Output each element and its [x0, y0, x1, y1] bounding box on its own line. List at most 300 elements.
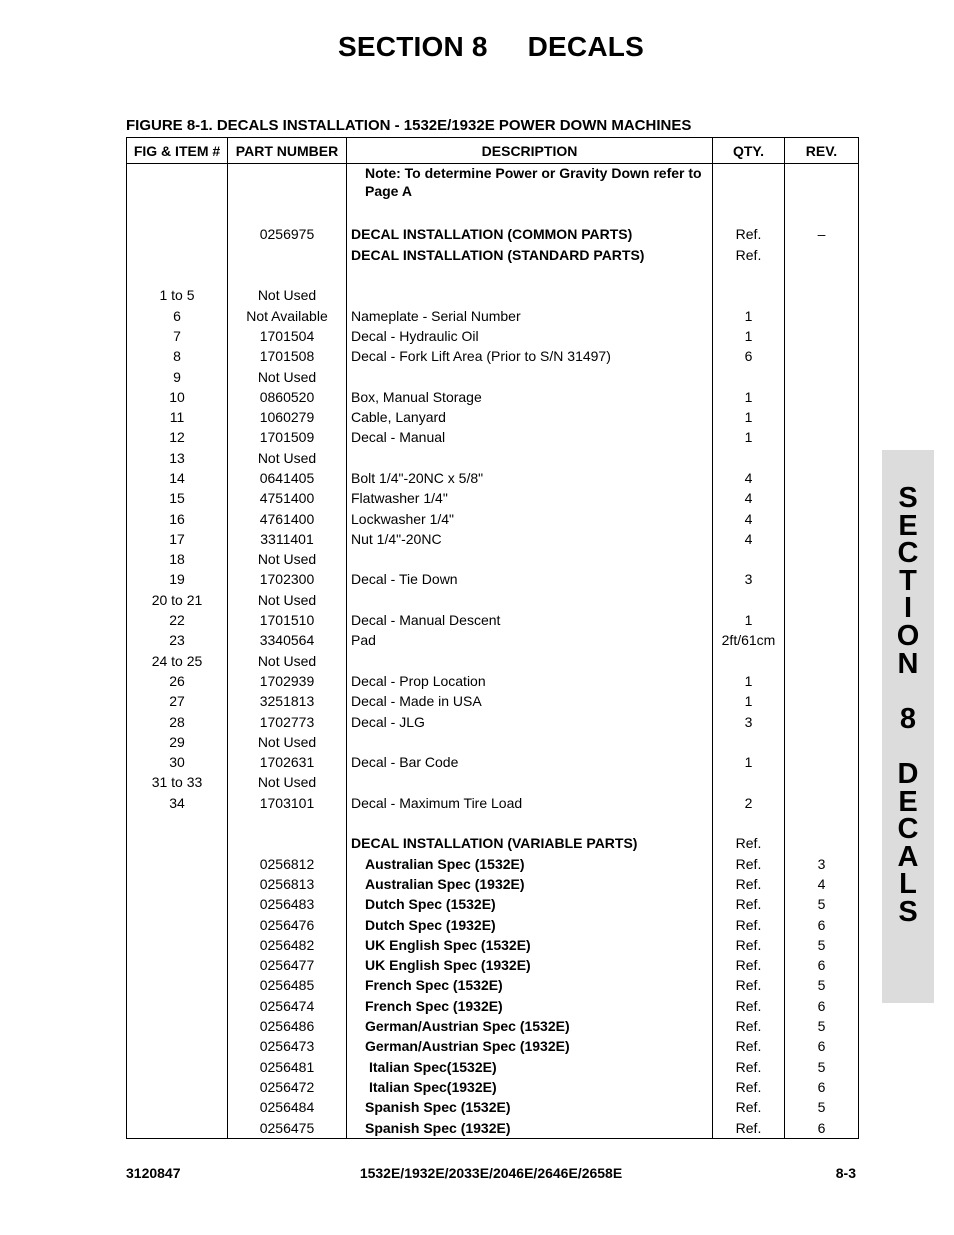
table-row: [127, 975, 859, 995]
footer-page-number: 8-3: [835, 1165, 856, 1181]
side-tab-letter: A: [897, 840, 919, 873]
fig-cell: [127, 874, 228, 894]
rev-cell: [785, 164, 859, 205]
part-number-cell: 0256476: [228, 914, 347, 934]
qty-cell: 4: [713, 529, 785, 549]
qty-cell: [713, 772, 785, 792]
qty-cell: 4: [713, 468, 785, 488]
description-cell: Decal - Bar Code: [347, 752, 713, 772]
rev-cell: [785, 813, 859, 833]
fig-cell: [127, 1036, 228, 1056]
fig-cell: 34: [127, 793, 228, 813]
fig-cell: 16: [127, 508, 228, 528]
part-number-cell: [228, 813, 347, 833]
fig-cell: 17: [127, 529, 228, 549]
fig-cell: 30: [127, 752, 228, 772]
description-cell: Decal - Made in USA: [347, 691, 713, 711]
description-cell: UK English Spec (1532E): [347, 935, 713, 955]
qty-cell: [713, 204, 785, 224]
description-cell: Australian Spec (1932E): [347, 874, 713, 894]
footer-models: 1532E/1932E/2033E/2046E/2646E/2658E: [359, 1165, 623, 1181]
qty-cell: 1: [713, 387, 785, 407]
rev-cell: [785, 407, 859, 427]
part-number-cell: 3251813: [228, 691, 347, 711]
section-label: SECTION 8: [338, 31, 488, 62]
qty-cell: [713, 590, 785, 610]
rev-cell: [785, 265, 859, 285]
qty-cell: Ref.: [713, 894, 785, 914]
rev-cell: 5: [785, 935, 859, 955]
description-cell: Nut 1/4"-20NC: [347, 529, 713, 549]
table-row: [127, 772, 859, 792]
part-number-cell: 1702300: [228, 569, 347, 589]
fig-cell: [127, 245, 228, 265]
table-row: [127, 590, 859, 610]
qty-cell: Ref.: [713, 975, 785, 995]
rev-cell: [785, 529, 859, 549]
description-cell: German/Austrian Spec (1932E): [347, 1036, 713, 1056]
rev-cell: [785, 752, 859, 772]
description-cell: Australian Spec (1532E): [347, 854, 713, 874]
description-cell: Italian Spec(1932E): [347, 1077, 713, 1097]
fig-cell: [127, 833, 228, 853]
table-row: [127, 387, 859, 407]
table-row: [127, 610, 859, 630]
fig-cell: 29: [127, 732, 228, 752]
rev-cell: [785, 448, 859, 468]
description-cell: DECAL INSTALLATION (COMMON PARTS): [347, 224, 713, 244]
part-number-cell: 1702631: [228, 752, 347, 772]
part-number-cell: Not Used: [228, 651, 347, 671]
description-cell: Bolt 1/4"-20NC x 5/8": [347, 468, 713, 488]
fig-cell: [127, 1077, 228, 1097]
table-row: [127, 711, 859, 731]
fig-cell: 28: [127, 711, 228, 731]
description-cell: DECAL INSTALLATION (VARIABLE PARTS): [347, 833, 713, 853]
fig-cell: [127, 914, 228, 934]
rev-cell: 6: [785, 996, 859, 1016]
table-row: [127, 488, 859, 508]
table-row: [127, 630, 859, 650]
rev-cell: [785, 305, 859, 325]
description-cell: Box, Manual Storage: [347, 387, 713, 407]
part-number-cell: 1702939: [228, 671, 347, 691]
qty-cell: Ref.: [713, 874, 785, 894]
qty-cell: Ref.: [713, 833, 785, 853]
rev-cell: [785, 732, 859, 752]
description-cell: Spanish Spec (1932E): [347, 1117, 713, 1138]
side-tab-letter: C: [897, 813, 919, 846]
part-number-cell: 1701510: [228, 610, 347, 630]
table-row: [127, 305, 859, 325]
table-row: [127, 752, 859, 772]
side-tab-letter: C: [897, 537, 919, 570]
fig-cell: [127, 996, 228, 1016]
qty-cell: Ref.: [713, 955, 785, 975]
side-tab-letter: S: [898, 482, 918, 514]
qty-cell: [713, 164, 785, 205]
rev-cell: [785, 711, 859, 731]
qty-cell: [713, 448, 785, 468]
fig-cell: [127, 813, 228, 833]
col-header-rev: REV.: [785, 138, 859, 164]
table-row: [127, 529, 859, 549]
description-cell: Decal - Fork Lift Area (Prior to S/N 31497): [347, 346, 713, 366]
description-cell: Cable, Lanyard: [347, 407, 713, 427]
fig-cell: 19: [127, 569, 228, 589]
part-number-cell: 3340564: [228, 630, 347, 650]
rev-cell: [785, 549, 859, 569]
side-tab-letter: N: [897, 647, 919, 680]
col-header-fig: FIG & ITEM #: [127, 138, 228, 164]
description-cell: [347, 590, 713, 610]
qty-cell: [713, 651, 785, 671]
fig-cell: 6: [127, 305, 228, 325]
part-number-cell: 0860520: [228, 387, 347, 407]
qty-cell: 3: [713, 569, 785, 589]
part-number-cell: [228, 265, 347, 285]
description-cell: Decal - Prop Location: [347, 671, 713, 691]
description-cell: [347, 448, 713, 468]
qty-cell: 1: [713, 610, 785, 630]
fig-cell: [127, 224, 228, 244]
rev-cell: [785, 671, 859, 691]
qty-cell: Ref.: [713, 245, 785, 265]
part-number-cell: 0256975: [228, 224, 347, 244]
fig-cell: 15: [127, 488, 228, 508]
side-tab-letters: [882, 482, 934, 928]
qty-cell: [713, 813, 785, 833]
part-number-cell: 0256472: [228, 1077, 347, 1097]
table-row: [127, 1097, 859, 1117]
fig-cell: [127, 265, 228, 285]
rev-cell: [785, 488, 859, 508]
qty-cell: Ref.: [713, 1036, 785, 1056]
fig-cell: [127, 854, 228, 874]
description-cell: Dutch Spec (1532E): [347, 894, 713, 914]
rev-cell: 6: [785, 1077, 859, 1097]
rev-cell: [785, 610, 859, 630]
table-row: [127, 671, 859, 691]
table-row: [127, 996, 859, 1016]
description-cell: Italian Spec(1532E): [347, 1056, 713, 1076]
rev-cell: [785, 590, 859, 610]
fig-cell: 1 to 5: [127, 285, 228, 305]
description-cell: Pad: [347, 630, 713, 650]
qty-cell: [713, 265, 785, 285]
table-row: [127, 224, 859, 244]
part-number-cell: 0256481: [228, 1056, 347, 1076]
table-header-row: [127, 138, 859, 164]
table-row: [127, 874, 859, 894]
fig-cell: [127, 164, 228, 205]
side-tab-letter: L: [899, 868, 917, 901]
description-cell: French Spec (1532E): [347, 975, 713, 995]
description-cell: Decal - Tie Down: [347, 569, 713, 589]
col-header-part: PART NUMBER: [228, 138, 347, 164]
qty-cell: 1: [713, 671, 785, 691]
qty-cell: Ref.: [713, 1117, 785, 1138]
rev-cell: [785, 204, 859, 224]
part-number-cell: Not Used: [228, 448, 347, 468]
table-row: [127, 691, 859, 711]
qty-cell: Ref.: [713, 914, 785, 934]
rev-cell: [785, 285, 859, 305]
rev-cell: 5: [785, 1097, 859, 1117]
table-row: [127, 468, 859, 488]
qty-cell: 1: [713, 691, 785, 711]
rev-cell: [785, 772, 859, 792]
description-cell: Nameplate - Serial Number: [347, 305, 713, 325]
part-number-cell: 0256477: [228, 955, 347, 975]
qty-cell: Ref.: [713, 996, 785, 1016]
table-row: [127, 914, 859, 934]
part-number-cell: Not Used: [228, 549, 347, 569]
fig-cell: [127, 894, 228, 914]
part-number-cell: Not Used: [228, 285, 347, 305]
fig-cell: 26: [127, 671, 228, 691]
qty-cell: Ref.: [713, 1077, 785, 1097]
fig-cell: [127, 1016, 228, 1036]
qty-cell: Ref.: [713, 224, 785, 244]
rev-cell: –: [785, 224, 859, 244]
rev-cell: 5: [785, 1016, 859, 1036]
qty-cell: 2ft/61cm: [713, 630, 785, 650]
part-number-cell: Not Used: [228, 590, 347, 610]
description-cell: DECAL INSTALLATION (STANDARD PARTS): [347, 245, 713, 265]
table-row: [127, 854, 859, 874]
figure-title: FIGURE 8-1. DECALS INSTALLATION - 1532E/1932E POWER DOWN MACHINES: [126, 117, 692, 134]
rev-cell: [785, 326, 859, 346]
fig-cell: 10: [127, 387, 228, 407]
fig-cell: 24 to 25: [127, 651, 228, 671]
part-number-cell: 1701508: [228, 346, 347, 366]
description-cell: German/Austrian Spec (1532E): [347, 1016, 713, 1036]
table-row: [127, 1016, 859, 1036]
qty-cell: Ref.: [713, 935, 785, 955]
fig-cell: [127, 1117, 228, 1138]
table-row: [127, 894, 859, 914]
side-tab-letter: [882, 678, 934, 706]
table-row: [127, 326, 859, 346]
qty-cell: Ref.: [713, 854, 785, 874]
table-row: [127, 1077, 859, 1097]
description-cell: [347, 549, 713, 569]
qty-cell: [713, 285, 785, 305]
table-row: [127, 164, 859, 205]
part-number-cell: 3311401: [228, 529, 347, 549]
table-row: [127, 366, 859, 386]
part-number-cell: Not Used: [228, 366, 347, 386]
table-row: [127, 427, 859, 447]
qty-cell: Ref.: [713, 1097, 785, 1117]
fig-cell: 20 to 21: [127, 590, 228, 610]
qty-cell: [713, 732, 785, 752]
section-side-tab: [882, 450, 934, 1003]
part-number-cell: 0256485: [228, 975, 347, 995]
part-number-cell: 0256475: [228, 1117, 347, 1138]
rev-cell: 4: [785, 874, 859, 894]
description-cell: Dutch Spec (1932E): [347, 914, 713, 934]
table-row: [127, 204, 859, 224]
part-number-cell: 0256813: [228, 874, 347, 894]
parts-table: [126, 137, 859, 1139]
description-cell: [347, 813, 713, 833]
part-number-cell: 4761400: [228, 508, 347, 528]
description-cell: [347, 366, 713, 386]
col-header-description: DESCRIPTION: [347, 138, 713, 164]
table-row: [127, 833, 859, 853]
part-number-cell: [228, 833, 347, 853]
section-title: DECALS: [527, 31, 644, 62]
side-tab-letter: [882, 733, 934, 761]
description-cell: Decal - Hydraulic Oil: [347, 326, 713, 346]
qty-cell: 6: [713, 346, 785, 366]
part-number-cell: Not Available: [228, 305, 347, 325]
rev-cell: [785, 651, 859, 671]
part-number-cell: 0256486: [228, 1016, 347, 1036]
rev-cell: 6: [785, 1036, 859, 1056]
fig-cell: [127, 975, 228, 995]
rev-cell: 5: [785, 1056, 859, 1076]
side-tab-letter: E: [898, 509, 918, 542]
part-number-cell: [228, 245, 347, 265]
fig-cell: 31 to 33: [127, 772, 228, 792]
part-number-cell: 1701509: [228, 427, 347, 447]
part-number-cell: 1701504: [228, 326, 347, 346]
description-cell: Flatwasher 1/4": [347, 488, 713, 508]
part-number-cell: 0256812: [228, 854, 347, 874]
fig-cell: 18: [127, 549, 228, 569]
description-cell: [347, 772, 713, 792]
qty-cell: 1: [713, 305, 785, 325]
description-cell: Decal - Manual Descent: [347, 610, 713, 630]
rev-cell: [785, 468, 859, 488]
qty-cell: Ref.: [713, 1016, 785, 1036]
rev-cell: [785, 691, 859, 711]
table-row: [127, 732, 859, 752]
part-number-cell: Not Used: [228, 772, 347, 792]
part-number-cell: Not Used: [228, 732, 347, 752]
description-cell: Decal - Manual: [347, 427, 713, 447]
description-cell: [347, 285, 713, 305]
qty-cell: 2: [713, 793, 785, 813]
table-row: [127, 793, 859, 813]
qty-cell: [713, 549, 785, 569]
fig-cell: 12: [127, 427, 228, 447]
side-tab-letter: E: [898, 785, 918, 818]
rev-cell: [785, 366, 859, 386]
description-cell: French Spec (1932E): [347, 996, 713, 1016]
fig-cell: 22: [127, 610, 228, 630]
description-cell: Note: To determine Power or Gravity Down refer to Page A: [347, 164, 713, 205]
side-tab-letter: I: [903, 592, 913, 625]
fig-cell: [127, 1056, 228, 1076]
part-number-cell: 0256474: [228, 996, 347, 1016]
rev-cell: [785, 508, 859, 528]
side-tab-letter: O: [896, 619, 920, 652]
description-cell: Lockwasher 1/4": [347, 508, 713, 528]
part-number-cell: 0256483: [228, 894, 347, 914]
description-cell: Decal - Maximum Tire Load: [347, 793, 713, 813]
table-body: [127, 164, 859, 1139]
rev-cell: [785, 245, 859, 265]
qty-cell: 4: [713, 508, 785, 528]
side-tab-letter: T: [899, 564, 917, 597]
footer-doc-number: 3120847: [126, 1165, 181, 1181]
table-row: [127, 955, 859, 975]
qty-cell: 3: [713, 711, 785, 731]
fig-cell: 14: [127, 468, 228, 488]
rev-cell: 5: [785, 894, 859, 914]
side-tab-letter: D: [897, 757, 919, 790]
rev-cell: 6: [785, 914, 859, 934]
rev-cell: 6: [785, 955, 859, 975]
part-number-cell: 0256484: [228, 1097, 347, 1117]
table-row: [127, 448, 859, 468]
rev-cell: [785, 346, 859, 366]
table-row: [127, 935, 859, 955]
rev-cell: [785, 387, 859, 407]
col-header-qty: QTY.: [713, 138, 785, 164]
table-row: [127, 245, 859, 265]
fig-cell: 7: [127, 326, 228, 346]
part-number-cell: 0256482: [228, 935, 347, 955]
rev-cell: 3: [785, 854, 859, 874]
table-row: [127, 508, 859, 528]
fig-cell: 23: [127, 630, 228, 650]
fig-cell: [127, 935, 228, 955]
table-row: [127, 407, 859, 427]
qty-cell: [713, 366, 785, 386]
part-number-cell: 0256473: [228, 1036, 347, 1056]
qty-cell: 1: [713, 752, 785, 772]
part-number-cell: 1060279: [228, 407, 347, 427]
fig-cell: 11: [127, 407, 228, 427]
fig-cell: 13: [127, 448, 228, 468]
table-row: [127, 651, 859, 671]
rev-cell: 6: [785, 1117, 859, 1138]
description-cell: [347, 651, 713, 671]
side-tab-letter: S: [898, 895, 918, 928]
fig-cell: 27: [127, 691, 228, 711]
qty-cell: 4: [713, 488, 785, 508]
table-row: [127, 285, 859, 305]
table-row: [127, 1036, 859, 1056]
fig-cell: [127, 1097, 228, 1117]
part-number-cell: 0641405: [228, 468, 347, 488]
part-number-cell: [228, 204, 347, 224]
fig-cell: 8: [127, 346, 228, 366]
fig-cell: [127, 955, 228, 975]
table-row: [127, 265, 859, 285]
side-tab-letter: 8: [899, 702, 917, 735]
rev-cell: [785, 569, 859, 589]
qty-cell: Ref.: [713, 1056, 785, 1076]
part-number-cell: 4751400: [228, 488, 347, 508]
description-cell: Spanish Spec (1532E): [347, 1097, 713, 1117]
description-cell: Decal - JLG: [347, 711, 713, 731]
rev-cell: 5: [785, 975, 859, 995]
part-number-cell: 1702773: [228, 711, 347, 731]
qty-cell: 1: [713, 326, 785, 346]
rev-cell: [785, 793, 859, 813]
part-number-cell: 1703101: [228, 793, 347, 813]
description-cell: [347, 265, 713, 285]
table-row: [127, 813, 859, 833]
table-row: [127, 1117, 859, 1138]
table-row: [127, 549, 859, 569]
